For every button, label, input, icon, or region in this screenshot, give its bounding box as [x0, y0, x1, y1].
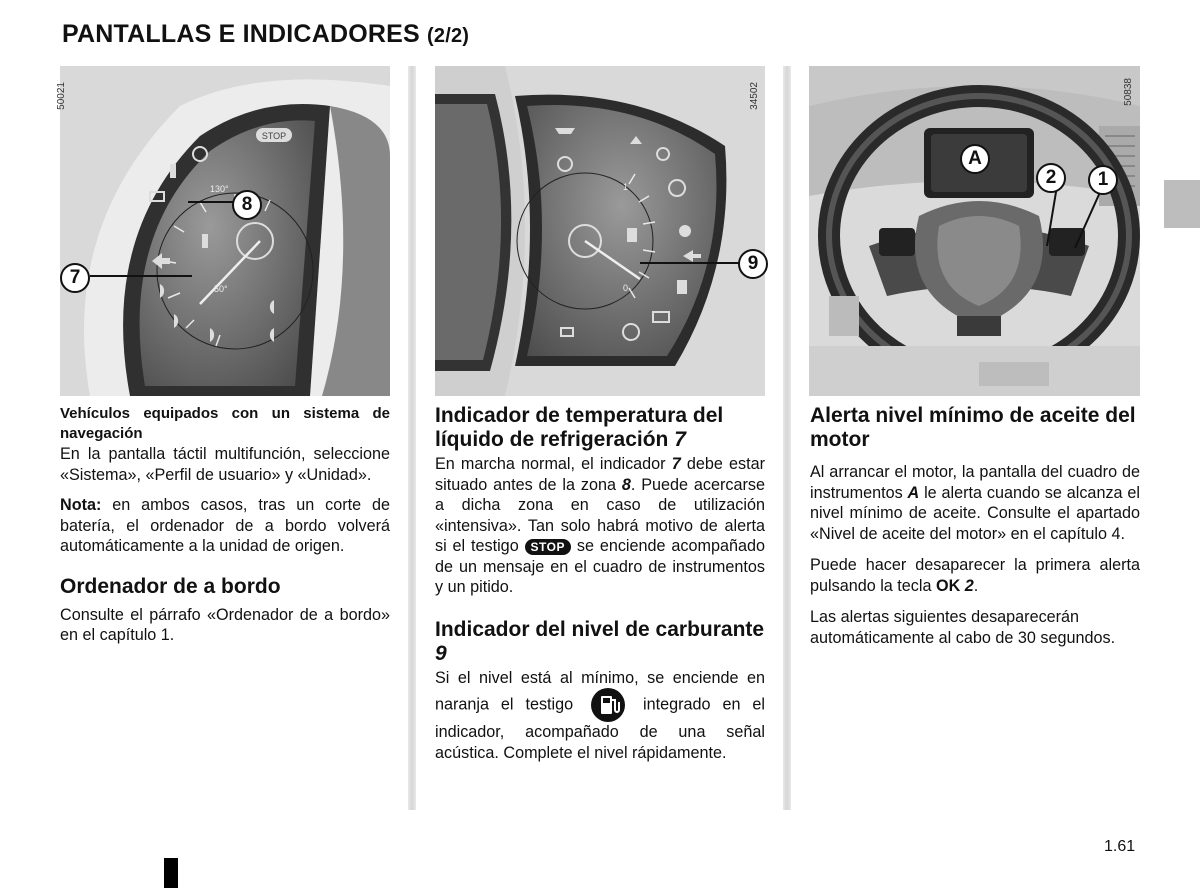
oil-followup-paragraph: Las alertas siguientes desaparecerán automáticamente al cabo de 30 segundos. [810, 608, 1116, 647]
heading-temperature-num: 7 [674, 428, 686, 451]
text: . Puede acercarse a dicha zona en caso de utilización «intensiva». Tan solo habrá motivo de alerta si el testigo [435, 475, 765, 555]
figure-code: 34502 [749, 82, 760, 110]
text: le alerta cuando se alcanza el nivel mínimo de aceite. Consulte el apartado «Nivel de aceite del motor» en el capítulo [810, 483, 1140, 543]
text: debe estar situado antes de la zona [435, 455, 765, 494]
nav-heading: Vehículos equipados con un sistema de navegación [60, 405, 390, 442]
oil-paragraph [810, 462, 1140, 544]
ref-7: 7 [671, 455, 681, 473]
column-1 [60, 404, 390, 657]
oil-ok-paragraph [810, 555, 1140, 596]
ref-8: 8 [621, 475, 631, 494]
ok-key-label: OK [936, 576, 961, 595]
figure-cockpit [809, 66, 1140, 396]
nav-paragraph [60, 404, 390, 485]
chapter-tab [1164, 180, 1200, 228]
callout-1: 1 [1088, 165, 1118, 195]
stop-lamp-label: STOP [261, 131, 287, 141]
figure-code: 50021 [56, 82, 67, 110]
heading-fuel-text: Indicador del nivel de carburante [435, 617, 765, 641]
callout-7: 7 [60, 263, 90, 293]
heading-oil: Alerta nivel mínimo de aceite del motor [810, 404, 1136, 451]
cockpit-illustration [809, 66, 1140, 396]
gauge-illustration [435, 66, 765, 396]
text: 4 [1111, 524, 1121, 543]
gauge-illustration [60, 66, 390, 396]
dial-label-empty: 0 [623, 283, 629, 293]
fuel-paragraph [435, 668, 765, 764]
dial-label-full: 1 [623, 182, 629, 192]
text: integrado en el indicador, acompañado de una señal acústica. Complete el nivel rápidamente. [435, 695, 765, 762]
fuel-pump-icon [591, 688, 625, 722]
callout-9: 9 [738, 249, 768, 279]
figure-code: 50838 [1123, 78, 1134, 106]
callout-2: 2 [1036, 163, 1066, 193]
temperature-paragraph [435, 454, 765, 598]
footer-bar [164, 858, 178, 888]
text: En marcha normal, el indicador [435, 455, 672, 473]
page-number: 1.61 [1104, 838, 1136, 855]
title-text: PANTALLAS E INDICADORES [62, 20, 420, 48]
column-divider [408, 66, 416, 810]
text: . [973, 576, 979, 595]
stop-warning-icon: STOP [525, 539, 571, 555]
page-title [62, 20, 469, 49]
heading-temperature [435, 404, 765, 452]
figure-fuel-gauge [435, 66, 765, 396]
heading-fuel [435, 618, 765, 666]
title-part: (2/2) [427, 25, 470, 47]
text: Al arrancar el motor, la pantalla del cuadro de instrumentos [810, 463, 1140, 502]
figure-temperature-gauge [56, 66, 390, 396]
text: . [1120, 524, 1125, 543]
column-3 [810, 404, 1140, 659]
text: Puede hacer desaparecer la primera alerta pulsando la tecla [810, 556, 1140, 595]
heading-ordenador: Ordenador de a bordo [60, 574, 281, 598]
column-2 [435, 404, 765, 774]
dial-label-50: 50° [214, 284, 228, 294]
ref-2: 2 [964, 576, 974, 595]
nota-paragraph [60, 495, 390, 557]
column-divider [783, 66, 791, 810]
ordenador-paragraph: Consulte el párrafo «Ordenador de a bordo» en el capítulo 1. [60, 605, 390, 644]
text: Si el nivel está al mínimo, se enciende en naranja el testigo [435, 668, 765, 714]
dial-label-130: 130° [210, 184, 229, 194]
text: se enciende acompañado de un mensaje en el cuadro de instrumentos y un pitido. [435, 537, 765, 596]
callout-A: A [960, 144, 990, 174]
callout-8: 8 [232, 190, 262, 220]
heading-fuel-num: 9 [435, 641, 447, 665]
nav-text: En la pantalla táctil multifunción, seleccione «Sistema», «Perfil de usuario» y «Unidad». [60, 445, 390, 484]
heading-temperature-text: Indicador de temperatura del líquido de refrigeración [435, 404, 724, 451]
nota-label: Nota: [60, 496, 102, 514]
ref-A: A [907, 483, 920, 502]
nota-text: en ambos casos, tras un corte de batería, el ordenador de a bordo volverá automáticamente a la unidad de origen. [60, 496, 390, 555]
